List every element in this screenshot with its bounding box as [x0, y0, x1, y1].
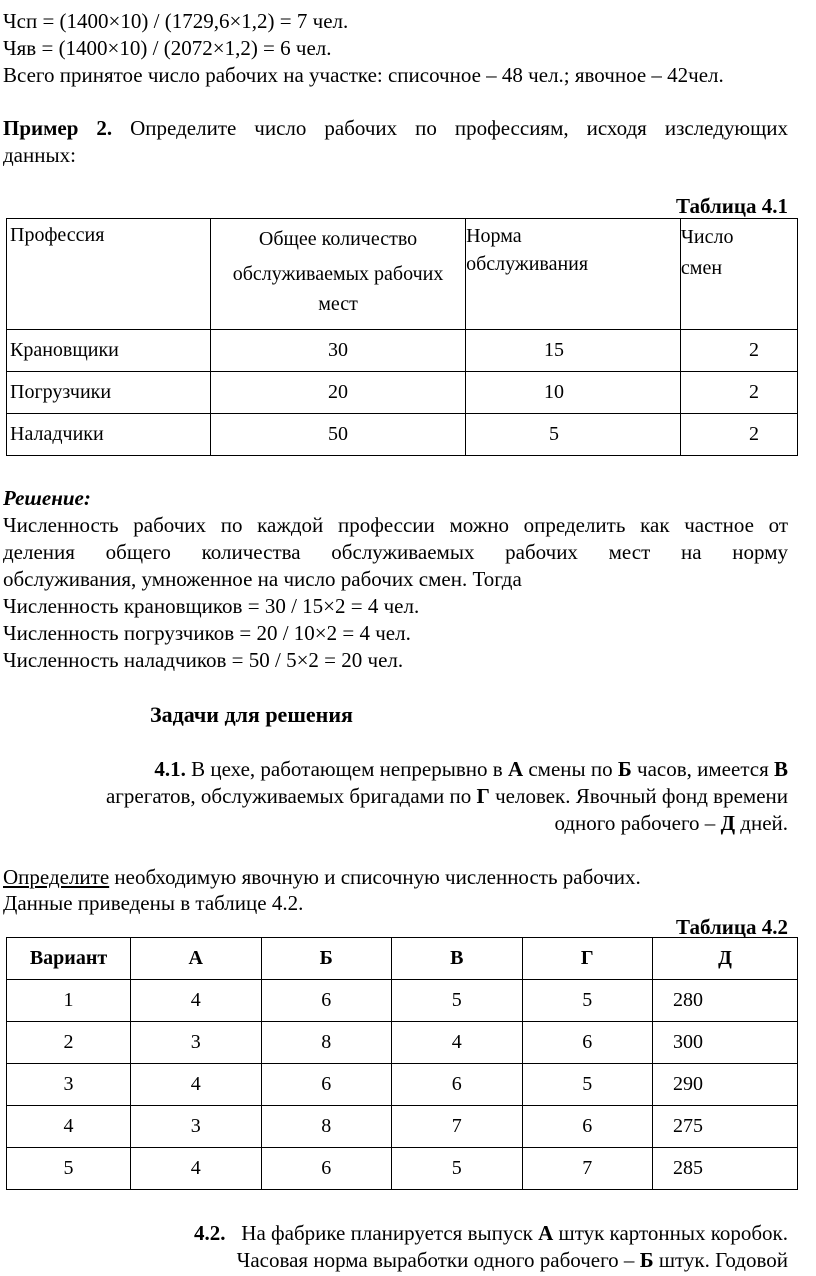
calc-adjusters: Численность наладчиков = 50 / 5×2 = 20 чел. [3, 648, 404, 672]
table-row: 3 4 6 6 5 290 [7, 1064, 798, 1106]
table-row: 5 4 6 5 7 285 [7, 1148, 798, 1190]
example-2-paragraph [3, 115, 788, 169]
header-shifts: Число смен [680, 219, 797, 330]
header-g: Г [522, 938, 652, 980]
cell-places: 30 [210, 330, 465, 372]
task-4-1-line-3: одного рабочего – Д дней. [554, 811, 788, 835]
cell-norm: 10 [466, 372, 681, 414]
cell-shifts: 2 [680, 372, 797, 414]
header-norm: Норма обслуживания [466, 219, 681, 330]
calc-loaders: Численность погрузчиков = 20 / 10×2 = 4 чел. [3, 621, 411, 645]
header-places: Общее количество обслуживаемых рабочих мест [210, 219, 465, 330]
formula-line-1: Чсп = (1400×10) / (1729,6×1,2) = 7 чел. [3, 9, 349, 33]
header-variant: Вариант [7, 938, 131, 980]
formula-line-2: Чяв = (1400×10) / (2072×1,2) = 6 чел. [3, 36, 332, 60]
table-row [7, 372, 798, 414]
header-profession: Профессия [7, 219, 211, 330]
table-4-2 [6, 937, 798, 1190]
table-4-2-caption: Таблица 4.2 [676, 915, 788, 939]
table-row: 1 4 6 5 5 280 [7, 980, 798, 1022]
table-4-1 [6, 218, 798, 456]
cell-profession: Крановщики [7, 330, 211, 372]
table-4-2-header-row [7, 938, 798, 980]
solution-line-2: деления общего количества обслуживаемых рабочих мест на норму [3, 540, 788, 564]
cell-norm: 5 [466, 414, 681, 456]
task-4-1-line-2: агрегатов, обслуживаемых бригадами по Г человек. Явочный фонд времени [105, 784, 788, 808]
header-a: А [131, 938, 262, 980]
table-4-1-caption: Таблица 4.1 [676, 194, 788, 218]
header-d: Д [652, 938, 797, 980]
task-4-2-line-2: Часовая норма выработки одного рабочего – Б штук. Годовой [236, 1248, 788, 1272]
cell-places: 20 [210, 372, 465, 414]
solution-paragraph [3, 512, 788, 593]
example-2-line-1: Пример 2. Определите число рабочих по профессиям, исходя изследующих [3, 116, 788, 140]
calc-crane-operators: Численность крановщиков = 30 / 15×2 = 4 чел. [3, 594, 420, 618]
determine-line: Определите необходимую явочную и списочную численность рабочих. [3, 865, 641, 889]
cell-norm: 15 [466, 330, 681, 372]
header-b: Б [261, 938, 391, 980]
cell-profession: Погрузчики [7, 372, 211, 414]
header-v: В [392, 938, 522, 980]
task-4-1 [106, 756, 788, 837]
cell-shifts: 2 [680, 414, 797, 456]
table-4-1-header-row [7, 219, 798, 330]
table-row: 2 3 8 4 6 300 [7, 1022, 798, 1064]
tasks-heading: Задачи для решения [150, 702, 353, 727]
cell-places: 50 [210, 414, 465, 456]
table-row: 4 3 8 7 6 275 [7, 1106, 798, 1148]
table-row [7, 414, 798, 456]
solution-line-3: обслуживания, умноженное на число рабочих смен. Тогда [3, 567, 522, 591]
solution-heading: Решение: [3, 486, 91, 510]
example-2-label: Пример 2. [3, 116, 113, 140]
example-2-line-2: данных: [3, 143, 76, 167]
task-4-2-line-1: 4.2. На фабрике планируется выпуск А штук картонных коробок. [194, 1221, 788, 1245]
task-4-2 [194, 1220, 788, 1274]
cell-shifts: 2 [680, 330, 797, 372]
total-workers-line: Всего принятое число рабочих на участке: списочное – 48 чел.; явочное – 42чел. [3, 63, 724, 87]
task-4-1-line-1: 4.1. В цехе, работающем непрерывно в А смены по Б часов, имеется В [154, 757, 788, 781]
solution-line-1: Численность рабочих по каждой профессии можно определить как частное от [3, 513, 788, 537]
cell-profession: Наладчики [7, 414, 211, 456]
data-reference-line: Данные приведены в таблице 4.2. [3, 891, 304, 915]
table-row [7, 330, 798, 372]
